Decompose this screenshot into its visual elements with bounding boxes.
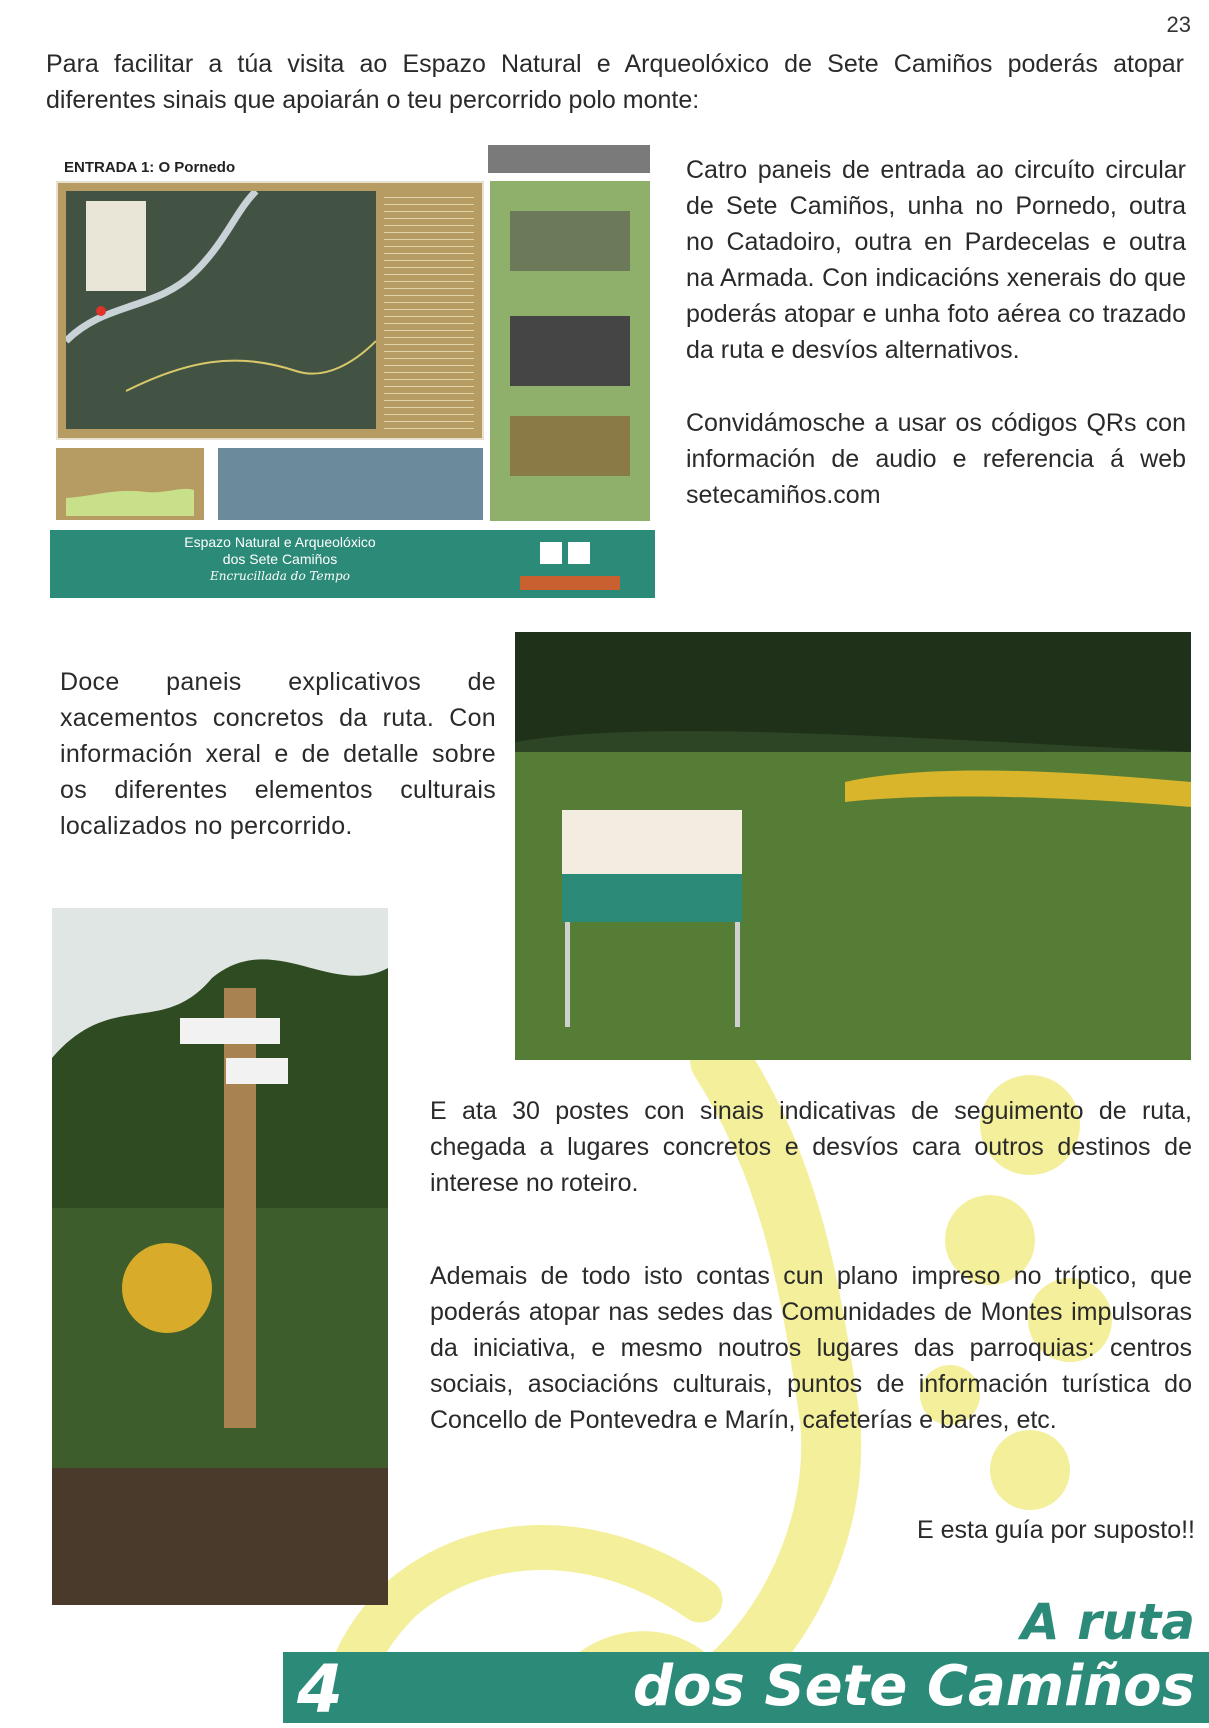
qr-code-1 xyxy=(540,542,562,564)
panel-label-strip xyxy=(488,145,650,173)
banner-title-line2: dos Sete Camiños xyxy=(222,551,338,567)
site-photo-1 xyxy=(510,211,630,271)
page-number: 23 xyxy=(1166,12,1191,37)
chapter-number: 4 xyxy=(297,1651,343,1728)
aerial-map-panel xyxy=(56,181,484,440)
panel-heading: ENTRADA 1: O Pornedo xyxy=(64,159,236,176)
posts-description: E ata 30 postes con sinais indicativas de seguimento de ruta, chegada a lugares concretos e desvíos cara outros destinos de interese no roteiro. xyxy=(430,1097,1192,1197)
banner-title-line1: Espazo Natural e Arqueolóxico xyxy=(184,534,376,550)
elevation-profile xyxy=(56,448,204,520)
signpost-photo xyxy=(52,908,388,1605)
chapter-title-line2: dos Sete Camiños xyxy=(632,1654,1195,1719)
panel-banner xyxy=(50,530,655,598)
explanatory-panel-photo xyxy=(515,632,1191,1060)
entry-panel-image xyxy=(50,145,655,600)
sponsor-logos xyxy=(520,576,620,590)
landscape-photo xyxy=(218,448,483,520)
closing-text: E esta guía por suposto!! xyxy=(917,1516,1195,1544)
qr-codes-description: Convidámosche a usar os códigos QRs con información de audio e referencia á web setecamiños.com xyxy=(686,409,1186,509)
intro-paragraph: Para facilitar a túa visita ao Espazo Natural e Arqueolóxico de Sete Camiños poderás atopar diferentes sinais que apoiarán o teu percorrido polo monte: xyxy=(46,50,1184,114)
entry-panels-description: Catro paneis de entrada ao circuíto circular de Sete Camiños, unha no Pornedo, outra no Catadoiro, outra en Pardecelas e outra na Armada. Con indicacións xenerais do que poderás atopar e unha foto aérea co trazado da ruta e desvíos alternativos. xyxy=(686,156,1186,364)
explanatory-panels-description: Doce paneis explicativos de xacementos concretos da ruta. Con información xeral e de detalle sobre os diferentes elementos culturais localizados no percorrido. xyxy=(60,668,496,840)
map-legend xyxy=(384,191,474,429)
info-side-panel xyxy=(490,181,650,521)
qr-code-2 xyxy=(568,542,590,564)
printed-map-description: Ademais de todo isto contas cun plano impreso no tríptico, que poderás atopar nas sedes das Comunidades de Montes impulsoras da iniciativa, e mesmo noutros lugares das parroquias: centros sociais, asociacións culturais, puntos de información turística do Concello de Pontevedra e Marín, cafeterías e bares, etc. xyxy=(430,1262,1192,1434)
site-photo-3 xyxy=(510,416,630,476)
aerial-map-photo xyxy=(66,191,376,429)
banner-title-line3: Encrucillada do Tempo xyxy=(210,569,350,583)
chapter-title-line1: A ruta xyxy=(1021,1593,1195,1651)
site-photo-2 xyxy=(510,316,630,386)
